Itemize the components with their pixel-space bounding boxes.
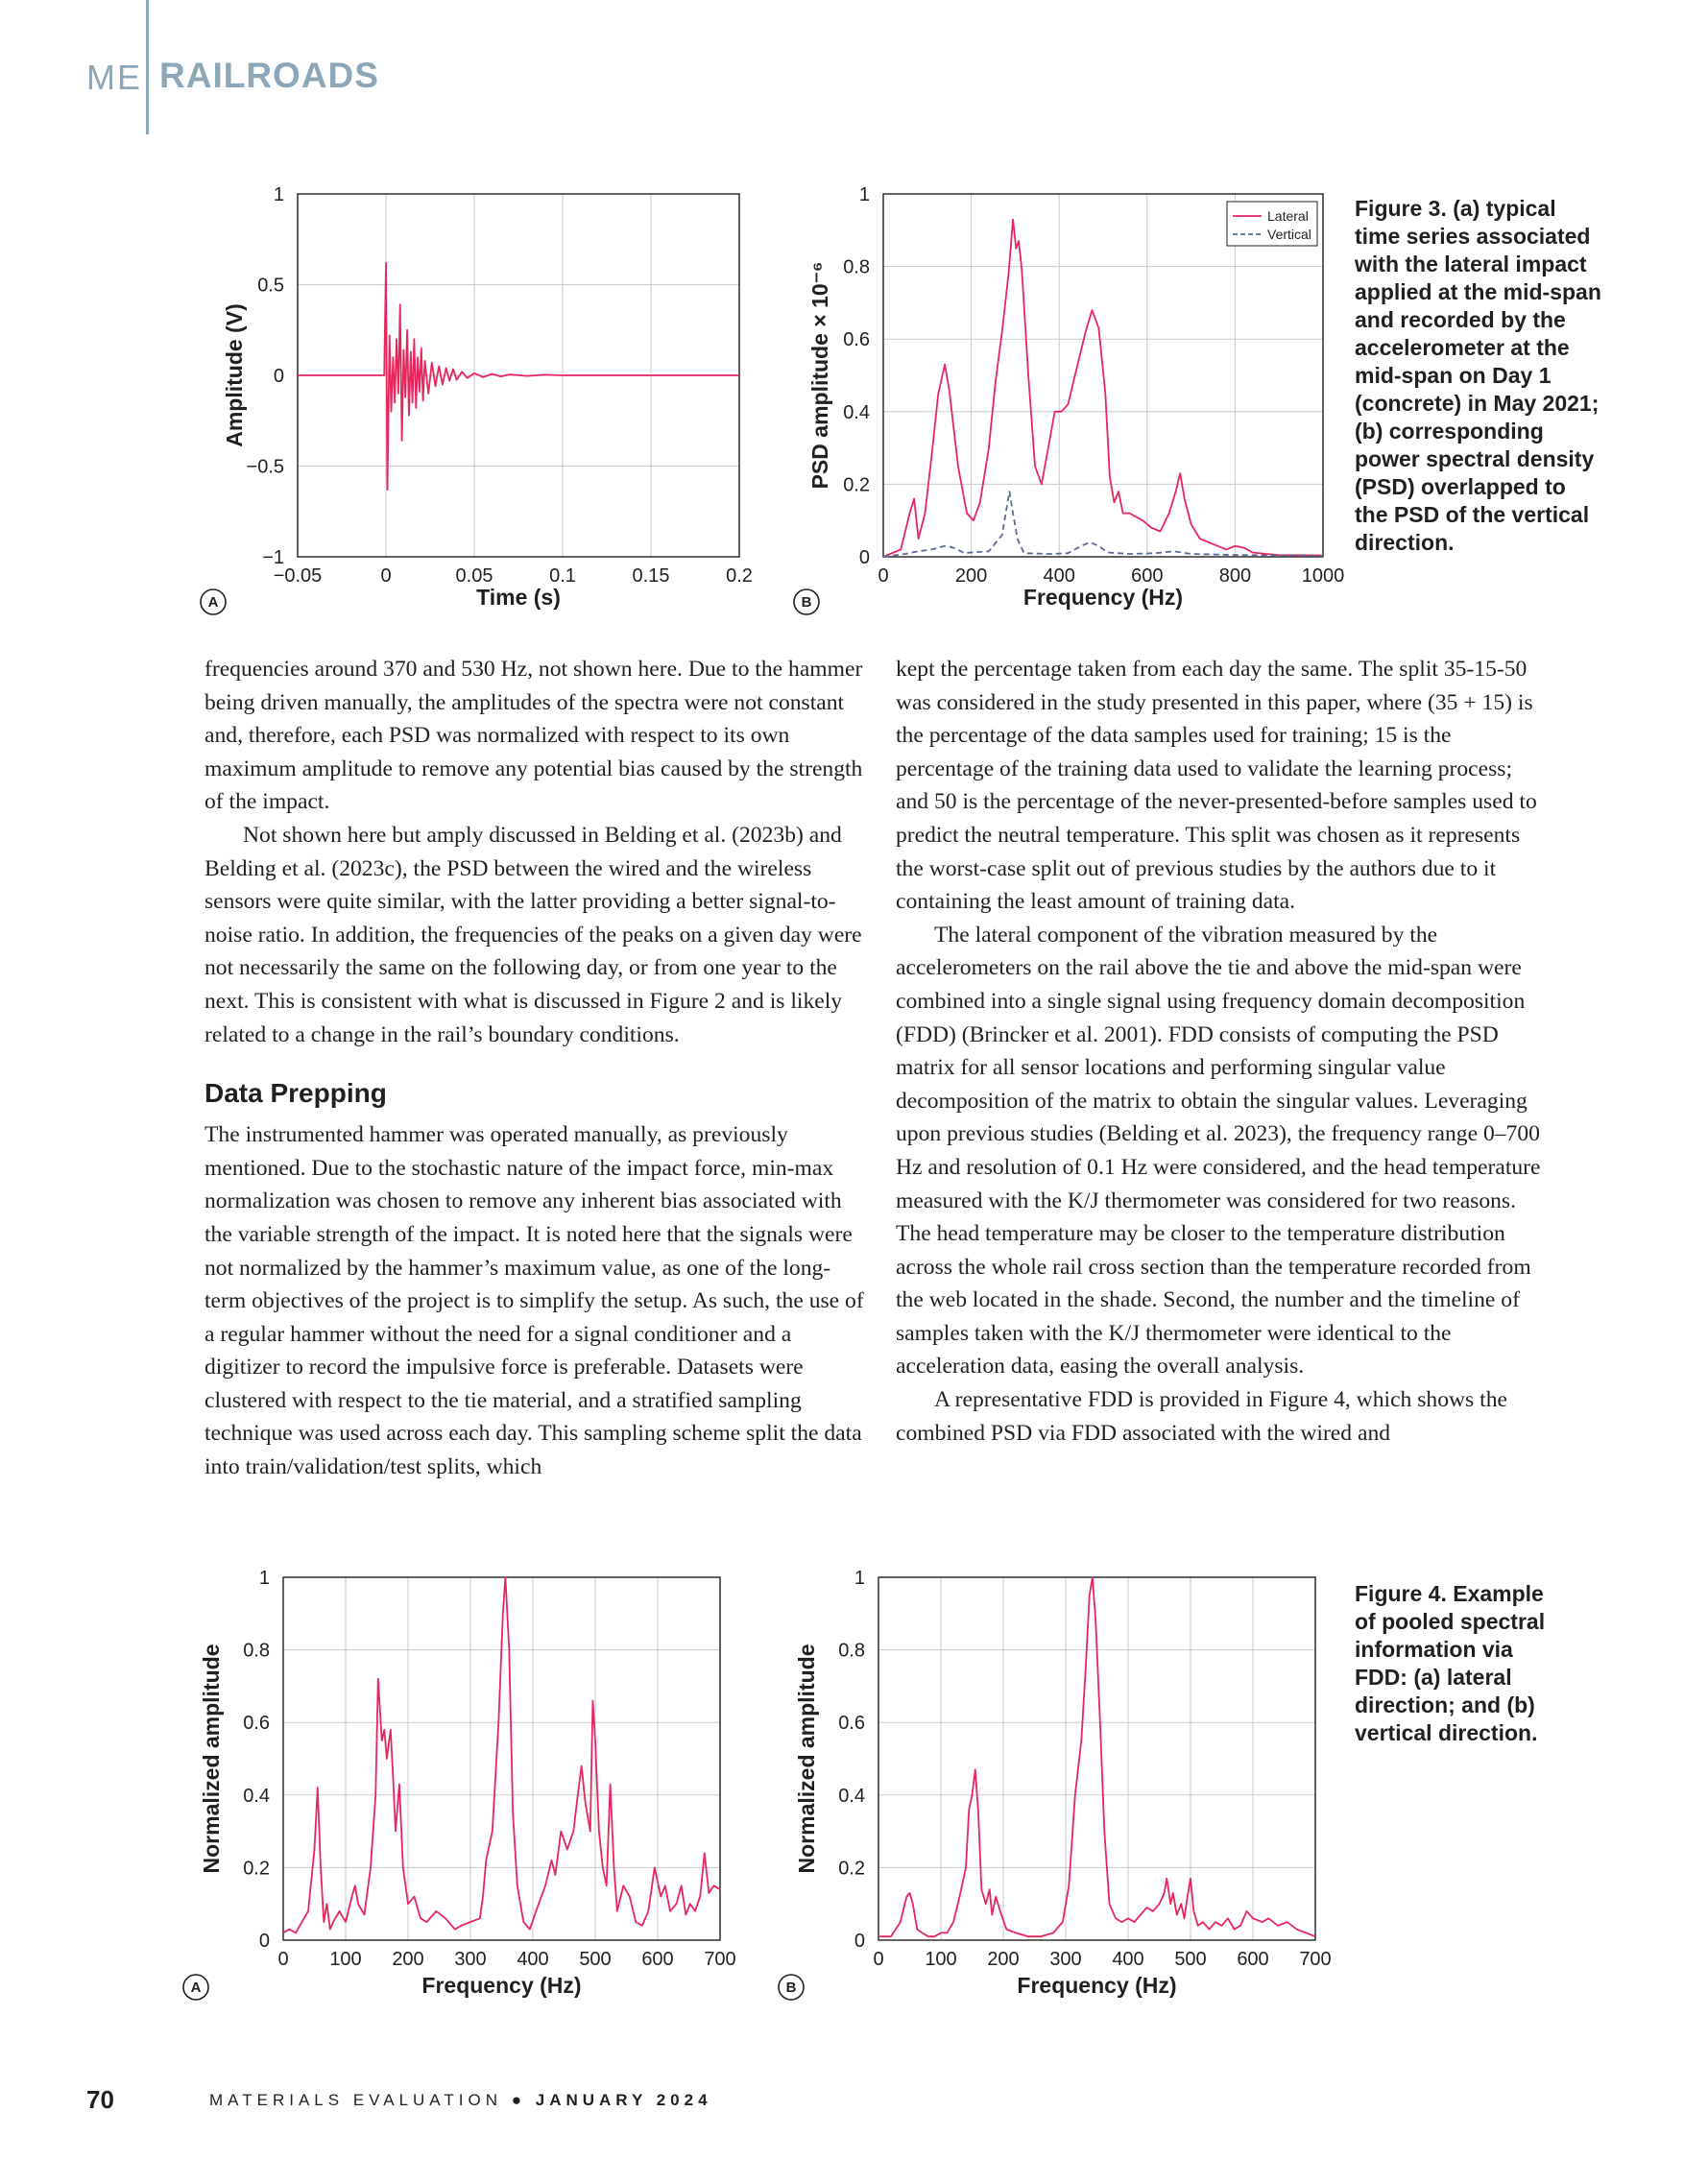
paragraph: frequencies around 370 and 530 Hz, not shown here. Due to the hammer being driven manually, the amplitudes of the spectra were not constant and, therefore, each PSD was normalized with respect to its own maximum amplitude to remove any potential bias caused by the strength of the impact. (204, 657, 863, 815)
y-tick-label: 0.4 (843, 401, 870, 423)
figure-4b-chart (768, 1563, 1344, 2014)
section-heading: Data Prepping (204, 1078, 387, 1109)
issue-date: JANUARY 2024 (535, 2091, 712, 2109)
figure-4a (173, 1563, 749, 2014)
figure-3b-chart (787, 182, 1363, 624)
figure-4b (768, 1563, 1344, 2014)
y-tick-label: 0 (858, 547, 870, 568)
journal-footer (209, 2091, 712, 2110)
series-line-lateral (883, 220, 1323, 558)
panel-badge-a (201, 589, 226, 614)
x-tick-label: 0.2 (726, 565, 753, 587)
svg-text:A: A (207, 594, 219, 611)
x-tick-label: 600 (1237, 1949, 1269, 1970)
x-tick-label: 500 (1174, 1949, 1207, 1970)
x-tick-label: 400 (517, 1949, 549, 1970)
y-tick-label: 0.6 (243, 1713, 270, 1735)
y-tick-label: 0.8 (843, 256, 870, 278)
series-line-vertical (883, 492, 1323, 557)
y-tick-label: 0.6 (843, 329, 870, 351)
x-axis-label: Frequency (Hz) (1017, 1973, 1177, 1998)
x-tick-label: 100 (925, 1949, 957, 1970)
y-tick-label: −1 (262, 547, 284, 568)
y-tick-label: 0 (258, 1931, 270, 1952)
left-column (204, 653, 872, 1484)
x-tick-label: 0 (878, 565, 889, 587)
figure-4a-chart (173, 1563, 749, 2014)
header-rule (146, 0, 149, 134)
panel-badge-a (183, 1975, 208, 2000)
section-label: ME (86, 58, 142, 97)
figure-4-caption: Figure 4. Example of pooled spectral information via FDD: (a) lateral direction; and (b) vertical direction. (1355, 1581, 1546, 1745)
y-tick-label: 0.8 (243, 1640, 270, 1662)
footer-separator: ● (511, 2091, 527, 2109)
paragraph: Not shown here but amply discussed in Belding et al. (2023b) and Belding et al. (2023c), the PSD between the wired and the wireless sensors were quite similar, with the latter providing a better signal-to-noise ratio. In addition, the frequencies of the peaks on a given day were not necessarily the same on the following day, or from one year to the next. This is consistent with what is discussed in Figure 2 and is likely related to a change in the rail’s boundary conditions. (204, 822, 862, 1047)
figure-3b (787, 182, 1363, 624)
right-column (896, 653, 1549, 1450)
x-tick-label: 200 (954, 565, 988, 587)
journal-name: MATERIALS EVALUATION (209, 2091, 502, 2109)
y-tick-label: 0 (273, 366, 284, 387)
y-axis-label: Normalized amplitude (794, 1644, 819, 1874)
svg-text:A: A (190, 1980, 202, 1996)
section-title: RAILROADS (159, 56, 379, 95)
figure-3a (192, 182, 768, 624)
paragraph: The lateral component of the vibration measured by the accelerometers on the rail above the tie and above the mid-span were combined into a single signal using frequency domain decomposition (FDD) (Brincker et al. 2001). FDD consists of computing the PSD matrix for all sensor locations and performing singular value decomposition of the matrix to obtain the singular values. Leveraging upon previous studies (Belding et al. 2023), the frequency range 0–700 Hz and resolution of 0.1 Hz were considered, and the head temperature measured with the K/J thermometer was considered for two reasons. The head temperature may be closer to the temperature distribution across the whole rail cross section than the temperature recorded from the web located in the shade. Second, the number and the timeline of samples taken with the K/J thermometer were identical to the acceleration data, easing the overall analysis. (896, 922, 1541, 1380)
x-tick-label: 700 (704, 1949, 736, 1970)
figure-3a-chart (192, 182, 768, 624)
y-axis-label: Amplitude (V) (222, 303, 247, 447)
panel-badge-b (779, 1975, 804, 2000)
x-tick-label: 500 (579, 1949, 612, 1970)
y-tick-label: 0.4 (243, 1785, 270, 1807)
figure-3-caption: Figure 3. (a) typical time series associated with the lateral impact applied at the mid-span and recorded by the accelerometer at the mid-span on Day 1 (concrete) in May 2021; (b) corresponding power spectral density (PSD) overlapped to the PSD of the vertical direction. (1355, 196, 1601, 555)
y-tick-label: 0.8 (838, 1640, 865, 1662)
x-tick-label: 100 (329, 1949, 362, 1970)
x-axis-label: Time (s) (476, 585, 561, 610)
y-tick-label: 0.5 (257, 275, 284, 297)
y-tick-label: 0 (854, 1931, 865, 1952)
x-axis-label: Frequency (Hz) (421, 1973, 582, 1998)
y-tick-label: −0.5 (246, 456, 284, 478)
y-tick-label: 1 (273, 184, 284, 205)
x-tick-label: 600 (1131, 565, 1164, 587)
x-tick-label: 1000 (1301, 565, 1345, 587)
svg-text:B: B (801, 594, 812, 611)
x-tick-label: 0 (873, 1949, 884, 1970)
legend-label: Lateral (1267, 208, 1309, 224)
panel-badge-b (794, 589, 819, 614)
y-tick-label: 0.2 (843, 474, 870, 496)
page-number: 70 (86, 2085, 114, 2114)
paragraph: The instrumented hammer was operated manually, as previously mentioned. Due to the stochastic nature of the impact force, min-max normalization was chosen to remove any inherent bias associated with the variable strength of the impact. It is noted here that the signals were not normalized by the hammer’s maximum value, as one of the long-term objectives of the project is to simplify the setup. As such, the use of a regular hammer without the need for a signal conditioner and a digitizer to record the impulsive force is preferable. Datasets were clustered with respect to the tie material, and a stratified sampling technique was used across each day. This sampling scheme split the data into train/validation/test splits, which (204, 1122, 864, 1480)
x-tick-label: 800 (1218, 565, 1252, 587)
x-tick-label: 0.05 (455, 565, 493, 587)
svg-text:B: B (785, 1980, 797, 1996)
legend-label: Vertical (1267, 227, 1311, 242)
x-axis-label: Frequency (Hz) (1022, 585, 1184, 610)
y-axis-label: PSD amplitude × 10⁻⁶ (807, 261, 832, 490)
x-tick-label: −0.05 (273, 565, 323, 587)
x-tick-label: 0.1 (549, 565, 576, 587)
x-tick-label: 700 (1299, 1949, 1332, 1970)
y-tick-label: 0.2 (243, 1858, 270, 1880)
x-tick-label: 0 (277, 1949, 289, 1970)
series-line-main (878, 1577, 1315, 1936)
x-tick-label: 200 (392, 1949, 424, 1970)
x-tick-label: 300 (1049, 1949, 1082, 1970)
y-tick-label: 0.2 (838, 1858, 865, 1880)
paragraph: kept the percentage taken from each day the same. The split 35-15-50 was considered in the study presented in this paper, where (35 + 15) is the percentage of the data samples used for training; 15 is the percentage of the training data used to validate the learning process; and 50 is the percentage of the never-presented-before samples used to predict the neutral temperature. This split was chosen as it represents the worst-case split out of previous studies by the authors due to it containing the least amount of training data. (896, 657, 1537, 915)
x-tick-label: 200 (987, 1949, 1020, 1970)
x-tick-label: 600 (641, 1949, 674, 1970)
paragraph: A representative FDD is provided in Figure 4, which shows the combined PSD via FDD associated with the wired and (896, 1387, 1507, 1446)
y-axis-label: Normalized amplitude (199, 1644, 224, 1874)
y-tick-label: 1 (258, 1568, 270, 1589)
y-tick-label: 1 (858, 184, 870, 205)
x-tick-label: 400 (1043, 565, 1075, 587)
series-line-main (298, 263, 739, 490)
x-tick-label: 400 (1112, 1949, 1144, 1970)
series-line-main (283, 1577, 720, 1932)
x-tick-label: 0 (380, 565, 392, 587)
x-tick-label: 0.15 (632, 565, 670, 587)
y-tick-label: 0.4 (838, 1785, 865, 1807)
y-tick-label: 1 (854, 1568, 865, 1589)
x-tick-label: 300 (454, 1949, 487, 1970)
y-tick-label: 0.6 (838, 1713, 865, 1735)
